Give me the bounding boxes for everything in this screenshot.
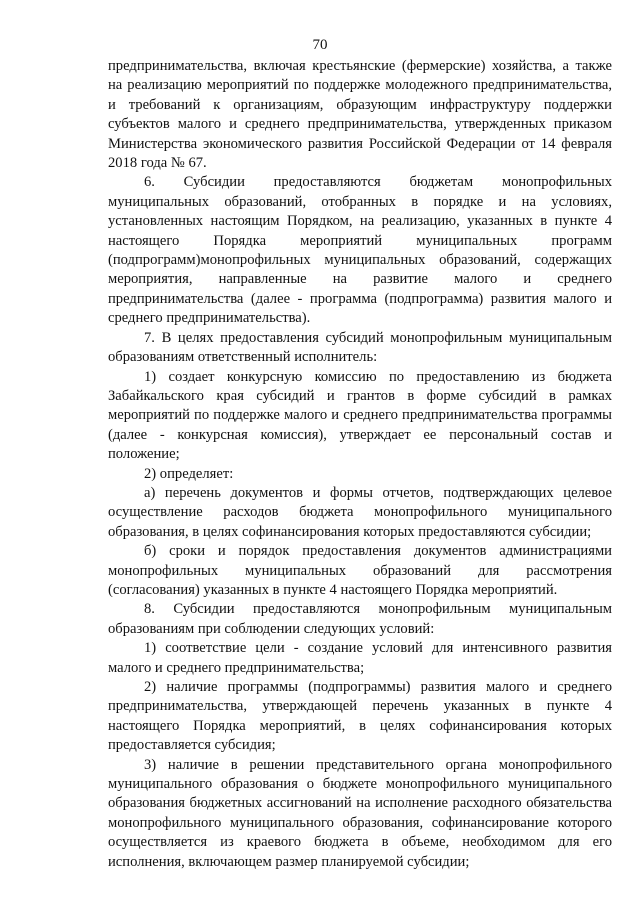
document-text: [108, 57, 612, 872]
paragraph: 6. Субсидии предоставляются бюджетам монопрофильных муниципальных образований, отобранных в порядке и на условиях, установленных настоящим Порядком, на реализацию, указанных в пункте 4 настоящего Порядка мероприятий муниципальных программ (подпрограмм)монопрофильных муниципальных образований, содержащих мероприятия, направленные на развитие малого и среднего предпринимательства (далее - программа (подпрограмма) развития малого и среднего предпринимательства).: [108, 174, 612, 327]
paragraph: 2) наличие программы (подпрограммы) развития малого и среднего предпринимательства, утверждающей перечень указанных в пункте 4 настоящего Порядка мероприятий, в целях софинансирования которых предоставляется субсидия;: [108, 679, 612, 754]
page-number: 70: [312, 37, 328, 53]
paragraph: 3) наличие в решении представительного органа монопрофильного муниципального образования о бюджете монопрофильного муниципального образования бюджетных ассигнований на исполнение расходного обязательства монопрофильного муниципального образования, софинансирование которого осуществляется из краевого бюджета в объеме, необходимом для его исполнения, включающем размер планируемой субсидии;: [108, 756, 612, 870]
paragraph: 7. В целях предоставления субсидий монопрофильным муниципальным образованиям ответственный исполнитель:: [108, 329, 612, 366]
paragraph: 2) определяет:: [144, 465, 234, 482]
paragraph: 1) соответствие цели - создание условий для интенсивного развития малого и среднего предпринимательства;: [108, 640, 612, 676]
paragraph: предпринимательства, включая крестьянские (фермерские) хозяйства, а также на реализацию мероприятий по поддержке молодежного предпринимательства, и требований к организациям, образующим инфраструктуру поддержки субъектов малого и среднего предпринимательства, утвержденных приказом Министерства экономического развития Российской Федерации от 14 февраля 2018 года № 67.: [108, 58, 612, 172]
paragraph: б) сроки и порядок предоставления документов администрациями монопрофильных муниципальных образований для рассмотрения (согласования) указанных в пункте 4 настоящего Порядка мероприятий.: [108, 543, 612, 598]
paragraph: а) перечень документов и формы отчетов, подтверждающих целевое осуществление расходов бюджета монопрофильного муниципального образования, в целях софинансирования которых предоставляются субсидии;: [108, 484, 612, 540]
paragraph: 8. Субсидии предоставляются монопрофильным муниципальным образованиям при соблюдении следующих условий:: [108, 601, 612, 637]
paragraph: 1) создает конкурсную комиссию по предоставлению из бюджета Забайкальского края субсидий и грантов в форме субсидий в рамках мероприятий по поддержке малого и среднего предпринимательства программы (далее - конкурсная комиссия), утверждает ее персональный состав и положение;: [108, 368, 612, 463]
